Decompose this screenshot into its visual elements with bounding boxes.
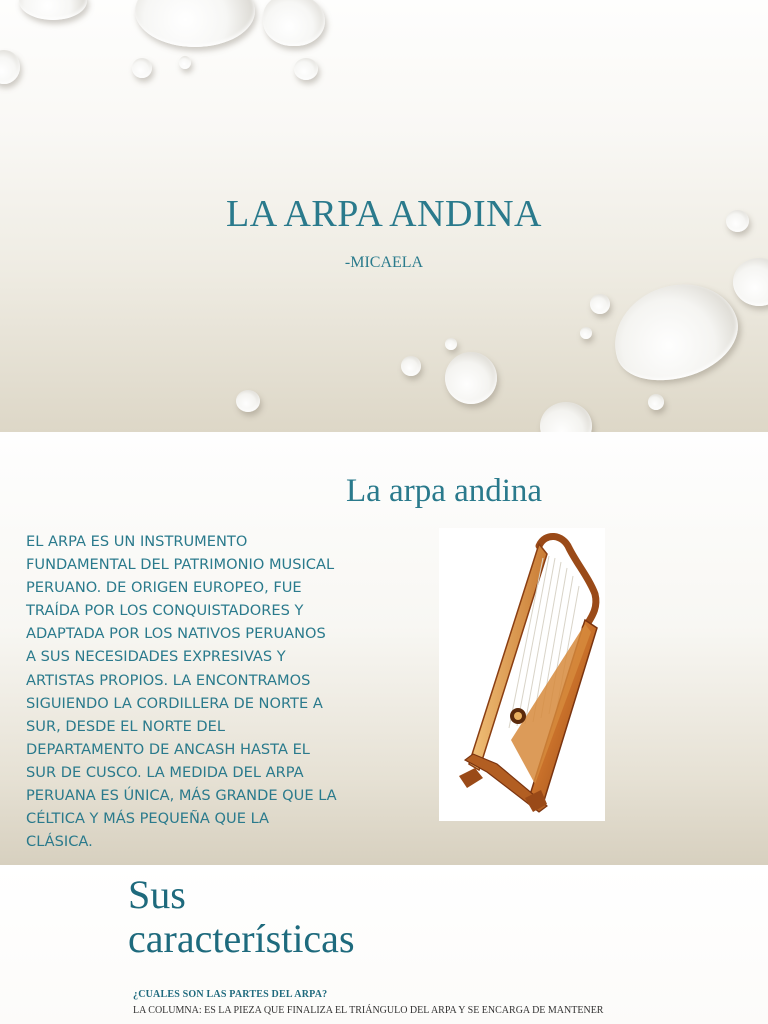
water-drop bbox=[0, 50, 20, 84]
water-drop bbox=[294, 58, 318, 80]
slide-heading bbox=[128, 873, 355, 961]
harp-image bbox=[439, 528, 605, 821]
water-drop bbox=[648, 394, 664, 410]
slide-heading: La arpa andina bbox=[346, 473, 543, 509]
water-drop bbox=[540, 402, 592, 432]
slide-subtitle: -MICAELA bbox=[344, 254, 424, 271]
slide-title: LA ARPA ANDINA bbox=[225, 193, 542, 235]
title-slide bbox=[0, 0, 768, 432]
water-drop bbox=[590, 294, 610, 314]
water-drop bbox=[445, 338, 457, 350]
water-drop bbox=[601, 269, 749, 395]
heading-line: características bbox=[128, 916, 355, 961]
water-drop bbox=[135, 0, 255, 47]
water-drop bbox=[263, 0, 325, 46]
body-paragraph: EL ARPA ES UN INSTRUMENTO FUNDAMENTAL DEL PATRIMONIO MUSICAL PERUANO. DE ORIGEN EUROPEO, FUE TRAÍDA POR LOS CONQUISTADORES Y ADAPTADA POR LOS NATIVOS PERUANOS A SUS NECESIDADES EXPRESIVAS Y ARTISTAS PROPIOS. LA ENCONTRAMOS SIGUIENDO LA CORDILLERA DE NORTE A SUR, DESDE EL NORTE DEL DEPARTAMENTO DE ANCASH HASTA EL SUR DE CUSCO. LA MEDIDA DEL ARPA PERUANA ES ÚNICA, MÁS GRANDE QUE LA CÉLTICA Y MÁS PEQUEÑA QUE LA CLÁSICA. bbox=[26, 533, 337, 851]
water-drop bbox=[179, 56, 191, 69]
heading-line: Sus bbox=[128, 872, 186, 917]
answer-text: LA COLUMNA: ES LA PIEZA QUE FINALIZA EL TRIÁNGULO DEL ARPA Y SE ENCARGA DE MANTENER bbox=[133, 1005, 604, 1016]
description-slide bbox=[0, 432, 768, 865]
water-drop bbox=[580, 327, 592, 339]
harp-icon bbox=[439, 528, 605, 821]
water-drop bbox=[445, 352, 497, 404]
question-text: ¿CUALES SON LAS PARTES DEL ARPA? bbox=[133, 989, 328, 1000]
water-drop bbox=[132, 58, 152, 78]
characteristics-slide bbox=[0, 865, 768, 1024]
water-drop bbox=[401, 356, 421, 376]
water-drop bbox=[19, 0, 87, 20]
water-drop bbox=[236, 390, 260, 412]
